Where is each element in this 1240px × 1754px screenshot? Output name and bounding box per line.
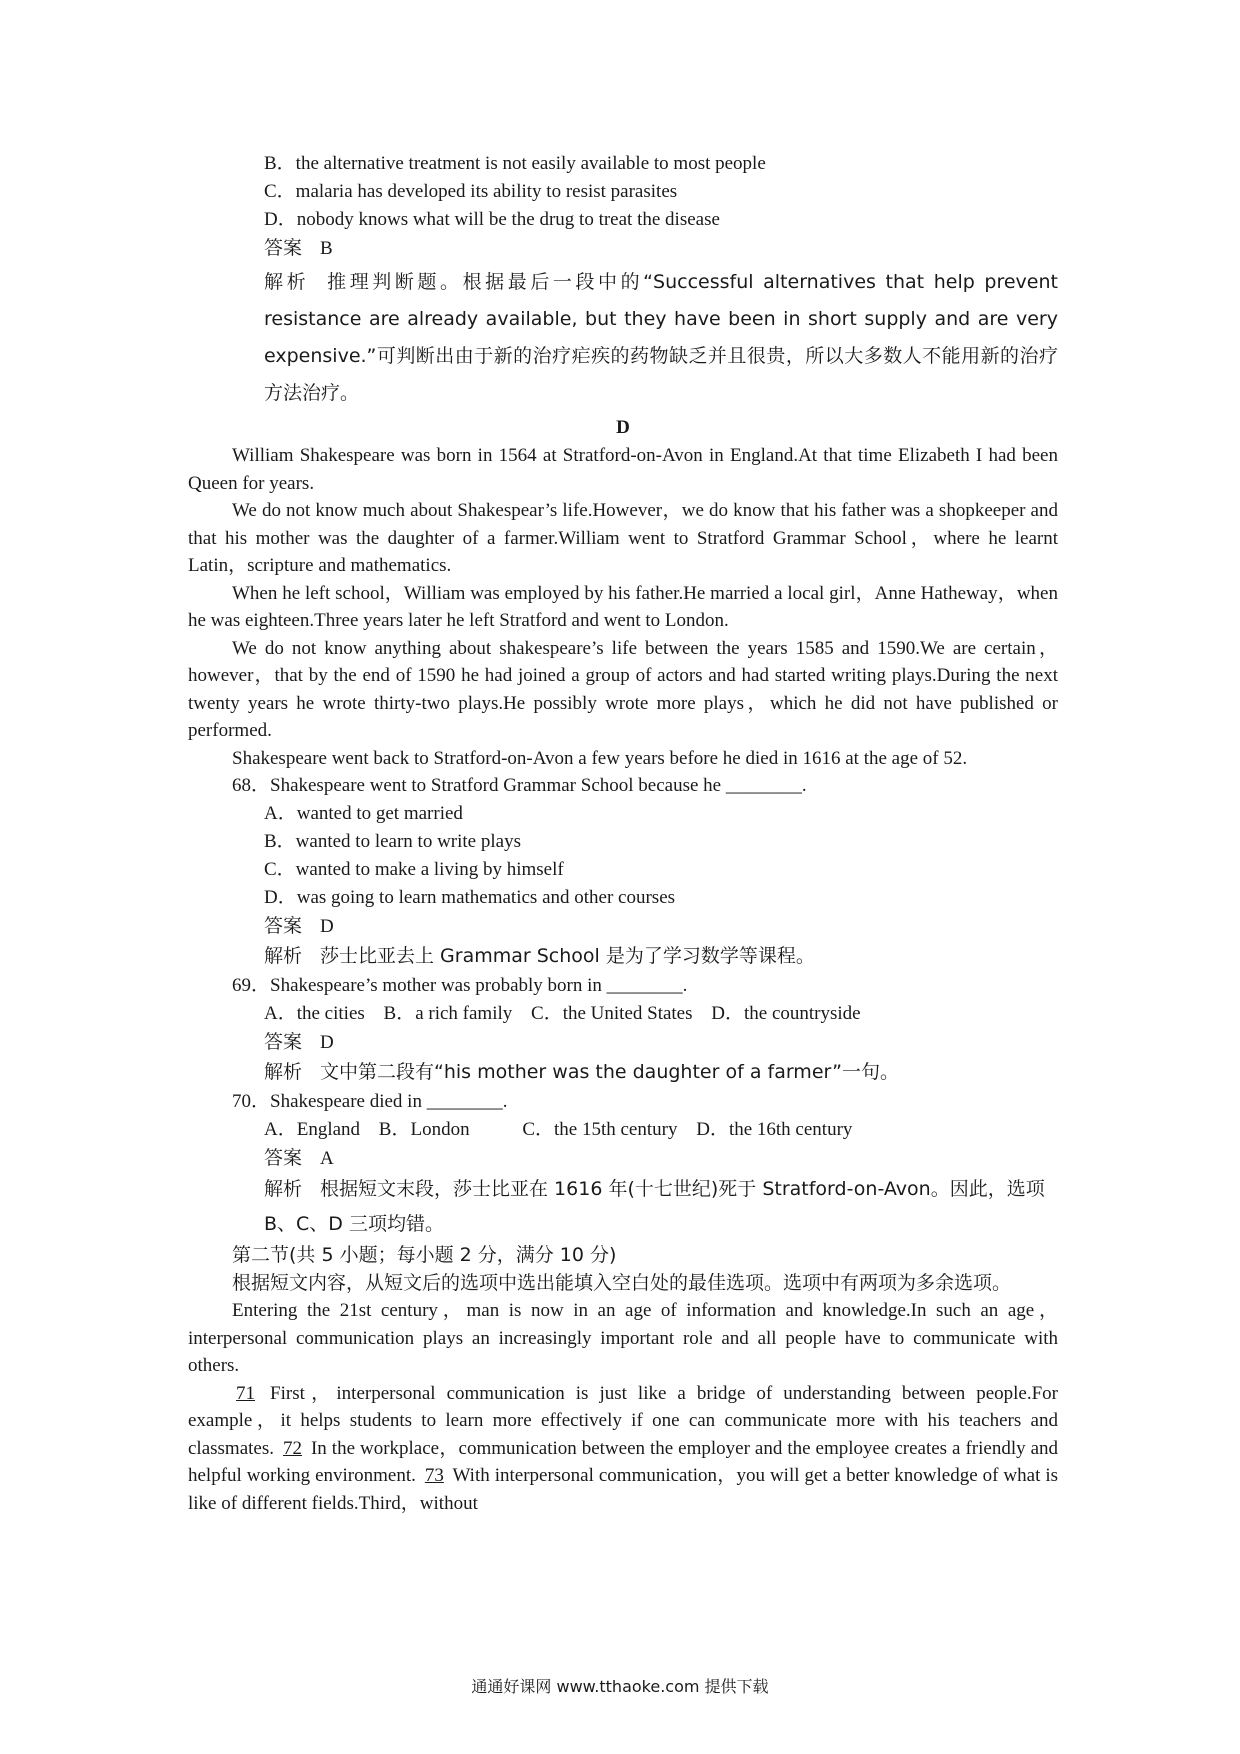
paragraph-text: With interpersonal communication，you will get a better knowledge of what is like of different fields.Third，without [188, 1465, 1058, 1514]
document-page [188, 150, 1058, 1517]
analysis-label: 解析 [264, 1178, 303, 1200]
analysis-block [264, 1172, 1058, 1242]
option-c: C．wanted to make a living by himself [264, 859, 564, 880]
option-b: B．London [378, 1119, 470, 1140]
answer-line [264, 1028, 1058, 1056]
passage-letter: D [616, 417, 630, 438]
previous-question-options [188, 150, 1058, 412]
option-c: C．the United States [531, 1003, 693, 1024]
answer-value: D [320, 916, 334, 937]
analysis-label: 解析 [264, 1061, 303, 1083]
passage-paragraph: We do not know much about Shakespear’s life.However，we do know that his father was a shopkeeper and that his mother was the daughter of a farmer.William went to Stratford Grammar School，where he learnt Latin，scripture and mathematics. [188, 500, 1058, 576]
option-a: A．England [264, 1119, 361, 1140]
option-d: D．the countryside [711, 1003, 861, 1024]
paragraph-text: In the workplace，communication between the employer and the employee creates a friendly and helpful working environment. [188, 1437, 1059, 1486]
paragraph-text: First，interpersonal communication is just like a bridge of understanding between people.For example，it helps students to learn more effectively if one can communicate more with his teachers and classmates. [188, 1382, 1059, 1459]
analysis-text: 推理判断题。根据最后一段中的“Successful alternatives that help prevent resistance are already available, but they have been in short supply and are very expensive.”可判断出由于新的治疗疟疾的药物缺乏并且很贵，所以大多数人不能用新的治疗方法治疗。 [264, 271, 1058, 404]
option-c: C．the 15th century [522, 1119, 678, 1140]
question-70 [188, 1088, 1058, 1242]
passage-paragraph: When he left school，William was employed by his father.He married a local girl，Anne Hatheway，when he was eighteen.Three years later he left Stratford and went to London. [188, 582, 1058, 631]
answer-label: 答案 [264, 237, 303, 259]
question-stem: 68．Shakespeare went to Stratford Grammar School because he ________. [232, 775, 807, 796]
question-68 [188, 772, 1058, 972]
options-row [264, 1116, 1058, 1144]
analysis-line [264, 1056, 1058, 1088]
passage-paragraph: We do not know anything about shakespeare’s life between the years 1585 and 1590.We are certain，however，that by the end of 1590 he had joined a group of actors and had started writing plays.During the next twenty years he wrote thirty-two plays.He possibly wrote more plays，which he did not have published or performed. [188, 637, 1058, 741]
answer-line [264, 912, 1058, 940]
blank-73: 73 [424, 1465, 444, 1486]
answer-label: 答案 [264, 1147, 303, 1169]
analysis-label: 解析 [264, 271, 310, 293]
section-heading: 第二节(共 5 小题；每小题 2 分，满分 10 分) [232, 1244, 617, 1266]
answer-value: D [320, 1032, 334, 1053]
question-stem: 70．Shakespeare died in ________. [232, 1091, 508, 1112]
answer-line [264, 234, 1058, 262]
analysis-block [264, 264, 1058, 412]
passage-paragraph: Shakespeare went back to Stratford-on-Avon a few years before he died in 1616 at the age of 52. [232, 747, 968, 769]
analysis-label: 解析 [264, 945, 303, 967]
blank-72: 72 [283, 1437, 302, 1459]
option-d: D．nobody knows what will be the drug to treat the disease [264, 209, 720, 230]
option-d: D．the 16th century [696, 1119, 853, 1140]
analysis-text: 莎士比亚去上 Grammar School 是为了学习数学等课程。 [320, 945, 815, 967]
reading-passage [188, 442, 1058, 772]
answer-value: B [320, 238, 333, 259]
analysis-text: 文中第二段有“his mother was the daughter of a farmer”一句。 [320, 1061, 899, 1083]
answer-line [264, 1144, 1058, 1172]
answer-label: 答案 [264, 1031, 303, 1053]
analysis-text: 根据短文末段，莎士比亚在 1616 年(十七世纪)死于 Stratford-on-Avon。因此，选项B、C、D 三项均错。 [264, 1178, 1045, 1235]
analysis-line [264, 940, 1058, 972]
option-b: B．wanted to learn to write plays [264, 831, 521, 852]
option-a: A．wanted to get married [264, 803, 463, 824]
section-paragraph-blanks [188, 1380, 1058, 1518]
question-stem: 69．Shakespeare’s mother was probably born in ________. [232, 975, 688, 996]
passage-paragraph: William Shakespeare was born in 1564 at Stratford-on-Avon in England.At that time Elizabeth I had been Queen for years. [188, 445, 1058, 494]
option-c: C．malaria has developed its ability to resist parasites [264, 181, 678, 202]
page-footer: 通通好课网 www.tthaoke.com 提供下载 [471, 1677, 769, 1696]
section-paragraph: Entering the 21st century，man is now in an age of information and knowledge.In such an age，interpersonal communication plays an increasingly important role and all people have to communicate with others. [188, 1300, 1058, 1376]
option-a: A．the cities [264, 1003, 365, 1024]
option-b: B．a rich family [383, 1003, 513, 1024]
option-b: B．the alternative treatment is not easily available to most people [264, 153, 766, 174]
answer-value: A [320, 1148, 334, 1169]
options-row [264, 1000, 1058, 1028]
section-instruction: 根据短文内容，从短文后的选项中选出能填入空白处的最佳选项。选项中有两项为多余选项。 [232, 1271, 1012, 1294]
blank-71: 71 [236, 1382, 255, 1404]
question-69 [188, 972, 1058, 1088]
option-d: D．was going to learn mathematics and other courses [264, 887, 676, 908]
answer-label: 答案 [264, 915, 303, 937]
